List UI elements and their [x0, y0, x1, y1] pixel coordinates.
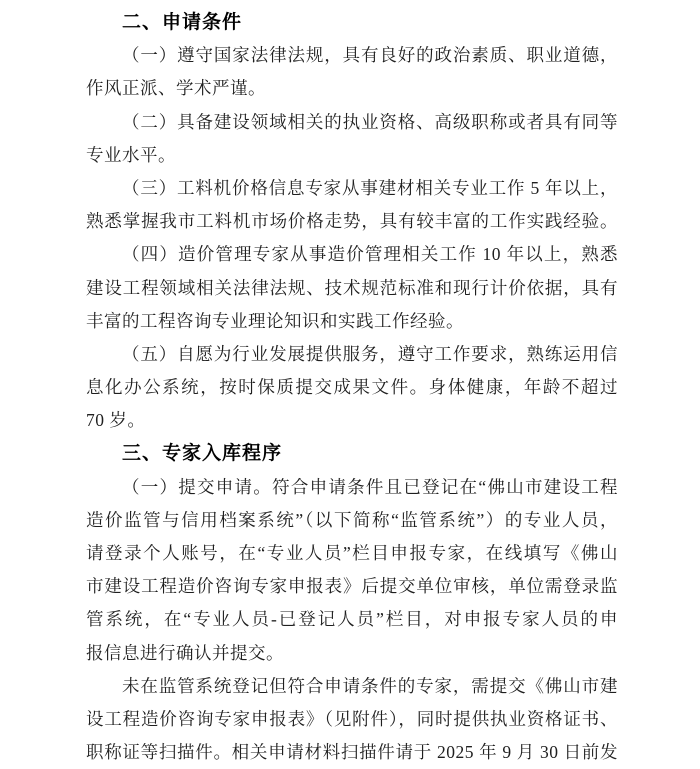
text-line: 熟悉掌握我市工料机市场价格走势，具有较丰富的工作实践经验。 — [86, 211, 618, 232]
text-line: 息化办公系统，按时保质提交成果文件。身体健康，年龄不超过 — [86, 377, 618, 398]
text-line: （一）提交申请。符合申请条件且已登记在“佛山市建设工程 — [122, 476, 618, 497]
text-line: 70 岁。 — [86, 410, 146, 431]
document-body — [86, 0, 618, 769]
text-line: 未在监管系统登记但符合申请条件的专家，需提交《佛山市建 — [122, 675, 618, 696]
text-line: （二）具备建设领域相关的执业资格、高级职称或者具有同等 — [122, 111, 618, 132]
text-line: 专业水平。 — [86, 144, 176, 165]
text-line: 设工程造价咨询专家申报表》（见附件），同时提供执业资格证书、 — [86, 708, 618, 729]
text-line: 丰富的工程咨询专业理论知识和实践工作经验。 — [86, 310, 464, 331]
text-line: 建设工程领域相关法律法规、技术规范标准和现行计价依据，具有 — [86, 277, 618, 298]
text-line: （三）工料机价格信息专家从事建材相关专业工作 5 年以上， — [122, 177, 618, 198]
text-line: （一）遵守国家法律法规，具有良好的政治素质、职业道德， — [122, 45, 618, 66]
text-line: 作风正派、学术严谨。 — [86, 78, 266, 99]
text-line: 管系统，在“专业人员-已登记人员”栏目，对申报专家人员的申 — [86, 609, 618, 630]
text-line: 请登录个人账号，在“专业人员”栏目申报专家，在线填写《佛山 — [86, 543, 618, 563]
section-heading: 二、申请条件 — [122, 12, 243, 33]
text-line: 报信息进行确认并提交。 — [86, 642, 284, 663]
section-heading: 三、专家入库程序 — [122, 443, 283, 465]
text-line: 造价监管与信用档案系统”（以下简称“监管系统”）的专业人员， — [86, 509, 618, 530]
text-line: 市建设工程造价咨询专家申报表》后提交单位审核，单位需登录监 — [86, 576, 618, 597]
text-line: 职称证等扫描件。相关申请材料扫描件请于 2025 年 9 月 30 日前发 — [86, 742, 618, 763]
text-line: （五）自愿为行业发展提供服务，遵守工作要求，熟练运用信 — [122, 343, 618, 364]
text-line: （四）造价管理专家从事造价管理相关工作 10 年以上，熟悉 — [122, 244, 618, 265]
